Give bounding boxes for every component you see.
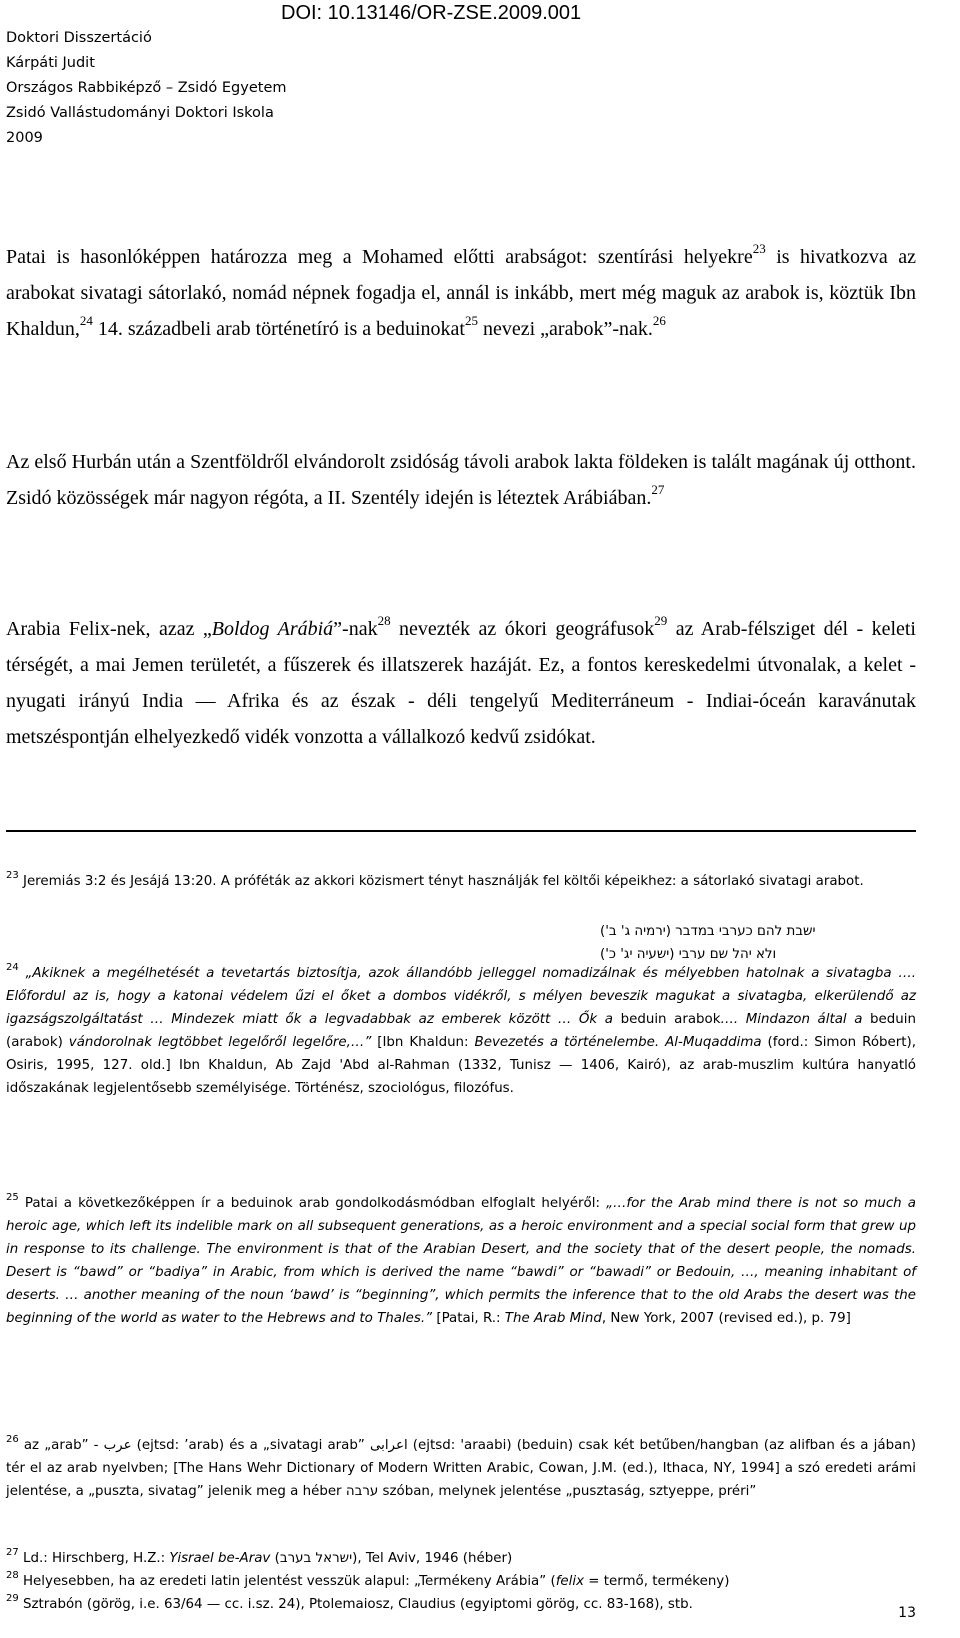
paragraph-1: Patai is hasonlóképpen határozza meg a Mohamed előtti arabságot: szentírási helyekre$^{23}$ is hivatkozva az arabokat sivatagi sátorlakó, nomád népnek fogadja el, annál is inkább, mert még maguk az arabok is, köztük Ibn Khaldun,$^{24}$ 14. századbeli arab történetíró is a beduinokat$^{25}$ nevezi „arabok”-nak.$^{26}$ — [6, 241, 916, 340]
header-line: 2009 — [6, 130, 43, 146]
footnote-26: $^{26}$ az „arab” - عرب (ejtsd: ’arab) és a „sivatagi arab” اعرابى (ejtsd: 'araabi) (beduin) csak két betűben/hangban (az alifban és a jában) tér el az arab nyelvben; [The Hans Wehr Dictionary of Modern Written Arabic, Cowan, J.M. (ed.), Ithaca, NY, 1994] a szó eredeti arámi jelentése, a „puszta, sivatag” jelenik meg a héber ערבה szóban, melynek jelentése „pusztaság, sztyeppe, préri” — [6, 1434, 916, 1499]
hebrew-quote-isaiah: ולא יהל שם ערבי (ישעיה יג' כ') — [600, 947, 777, 962]
footnote-27: $^{27}$ Ld.: Hirschberg, H.Z.: Yisrael be-Arav (ישראל בערב), Tel Aviv, 1946 (héber) — [6, 1547, 513, 1566]
footnote-ref-28[interactable]: 28 — [377, 613, 391, 628]
paragraph-3: Arabia Felix-nek, azaz „Boldog Arábiá”-nak$^{28}$ nevezték az ókori geográfusok$^{29}$ az Arab-félsziget dél - keleti térségét, a mai Jemen területét, a fűszerek és illatszerek hazáját. Ez, a fontos kereskedelmi útvonalak, a kelet - nyugati irányú India — Afrika és az észak - déli tengelyű Mediterráneum - Indiai-óceán karavánutak metszéspontján elhelyezkedő vidék vonzotta a vállalkozó kedvű zsidókat. — [6, 613, 916, 748]
hebrew-quotes — [600, 920, 916, 966]
doi-label: DOI: 10.13146/OR-ZSE.2009.001 — [281, 2, 582, 24]
header-line: Doktori Disszertáció — [6, 30, 152, 46]
header-line: Kárpáti Judit — [6, 55, 95, 71]
header-line: Országos Rabbiképző – Zsidó Egyetem — [6, 80, 287, 96]
footnote-29: $^{29}$ Sztrabón (görög, i.e. 63/64 — cc. i.sz. 24), Ptolemaiosz, Claudius (egyiptomi görög, cc. 83-168), stb. — [6, 1593, 693, 1612]
paragraph-2: Az első Hurbán után a Szentföldről elvándorolt zsidóság távoli arabok lakta földeken is talált magának új otthont. Zsidó közösségek már nagyon régóta, a II. Szentély idején is léteztek Arábiában.$^{27}$ — [6, 451, 916, 509]
footnote-ref-26[interactable]: 26 — [652, 313, 666, 328]
hebrew-quote-jeremiah: ישבת להם כערבי במדבר (ירמיה ג' ב') — [600, 924, 816, 939]
footnote-ref-27[interactable]: 27 — [651, 482, 665, 497]
footnote-28: $^{28}$ Helyesebben, ha az eredeti latin jelentést vesszük alapul: „Termékeny Arábia” (felix = termő, termékeny) — [6, 1570, 730, 1589]
footnote-ref-29[interactable]: 29 — [654, 613, 668, 628]
document-header — [6, 26, 287, 151]
footnote-separator — [6, 830, 916, 832]
footnote-25: $^{25}$ Patai a következőképpen ír a beduinok arab gondolkodásmódban elfoglalt helyéről: „…for the Arab mind there is not so much a heroic age, which left its indelible mark on all subsequent generations, as a heroic environment and a special social form that grew up in response to its challenge. The environment is that of the Arabian Desert, and the society that of the desert people, the nomads. Desert is “bawd” or “badiya” in Arabic, from which is derived the name “bawdi” or “bawadi” or Bedouin, …, meaning inhabitant of deserts. … another meaning of the noun ‘bawd’ is “beginning”, which permits the inference that to the old Arabs the desert was the beginning of the world as water to the Hebrews and to Thales.” [Patai, R.: The Arab Mind, New York, 2007 (revised ed.), p. 79] — [6, 1192, 916, 1326]
page-number: 13 — [898, 1605, 916, 1621]
footnote-24: $^{24}$ „Akiknek a megélhetését a tevetartás biztosítja, azok állandóbb jelleggel nomadizálnak és mélyebben hatolnak a sivatagba …. Előfordul az is, hogy a katonai védelem űzi el őket a dombos vidékről, s mélyen beveszik magukat a sivatagba, elkerülendő az igazságszolgáltatást … Mindezek miatt ők a legvadabbak az emberek között … Ők a beduin arabok…. Mindazon által a beduin (arabok) vándorolnak legtöbbet legelőről legelőre,…” [Ibn Khaldun: Bevezetés a történelembe. Al-Muqaddima (ford.: Simon Róbert), Osiris, 1995, 127. old.] Ibn Khaldun, Ab Zajd 'Abd al-Rahman (1332, Tunisz — 1406, Kairó), az arab-muszlim kultúra hanyatló időszakának legjelentősebb személyisége. Történész, szociológus, filozófus. — [6, 962, 916, 1096]
footnote-ref-24[interactable]: 24 — [79, 313, 93, 328]
header-line: Zsidó Vallástudományi Doktori Iskola — [6, 105, 274, 121]
footnote-ref-25[interactable]: 25 — [464, 313, 478, 328]
footnote-23: $^{23}$ Jeremiás 3:2 és Jesájá 13:20. A próféták az akkori közismert tényt használják fel költői képeikhez: a sátorlakó sivatagi arabot. — [6, 870, 864, 889]
footnote-ref-23[interactable]: 23 — [752, 241, 766, 256]
